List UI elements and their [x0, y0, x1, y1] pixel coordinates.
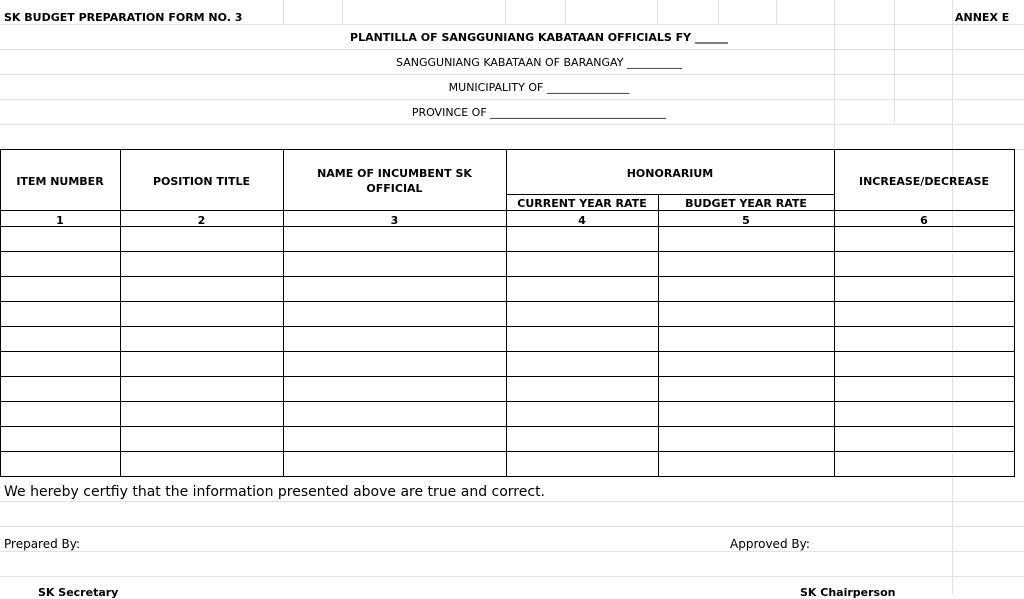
table-row-border [0, 476, 1015, 477]
gridline-col [718, 0, 719, 24]
col-number-1: 1 [56, 214, 64, 227]
table-row-border [0, 451, 1015, 452]
certification-text: We hereby certfiy that the information presented above are true and correct. [4, 484, 546, 500]
col-header-current-year-rate: CURRENT YEAR RATE [517, 197, 647, 210]
barangay-line: SANGGUNIANG KABATAAN OF BARANGAY __________ [396, 56, 682, 69]
col-number-4: 4 [578, 214, 586, 227]
table-row-border [0, 401, 1015, 402]
gridline-col [657, 0, 658, 24]
col-header-item-number: ITEM NUMBER [16, 175, 104, 188]
gridline-col [952, 476, 953, 595]
table-col-border [0, 149, 1, 477]
sk-chairperson-label: SK Chairperson [800, 586, 896, 599]
gridline-col [776, 0, 777, 24]
gridline-row [0, 99, 1024, 100]
gridline-col [283, 0, 284, 24]
gridline-row [0, 124, 1024, 125]
table-row-border [0, 351, 1015, 352]
col-number-3: 3 [390, 214, 399, 227]
gridline-row [0, 49, 1024, 50]
gridline-col [952, 0, 953, 476]
annex-label: ANNEX E [955, 11, 1010, 24]
table-col-border [283, 149, 284, 477]
table-row-border [0, 276, 1015, 277]
col-number-6: 6 [920, 214, 928, 227]
col-number-2: 2 [197, 214, 206, 227]
gridline-row [0, 24, 1024, 25]
col-header-incumbent-line2: OFFICIAL [366, 182, 423, 195]
prepared-by-label: Prepared By: [4, 537, 81, 551]
table-row-border [0, 426, 1015, 427]
table-row-border [0, 301, 1015, 302]
col-header-budget-year-rate: BUDGET YEAR RATE [685, 197, 807, 210]
sk-secretary-label: SK Secretary [38, 586, 119, 599]
col-header-increase-decrease: INCREASE/DECREASE [859, 175, 989, 188]
table-row-border [0, 376, 1015, 377]
gridline-col [565, 0, 566, 24]
gridline-row [0, 501, 1024, 502]
table-row-border [0, 210, 1015, 211]
col-header-incumbent-line1: NAME OF INCUMBENT SK [317, 167, 472, 180]
gridline-row [0, 526, 1024, 527]
table-row-border [0, 149, 1015, 150]
gridline-row [0, 551, 1024, 552]
table-row-border [0, 251, 1015, 252]
col-number-5: 5 [742, 214, 750, 227]
gridline-col [505, 0, 506, 24]
municipality-line: MUNICIPALITY OF _______________ [448, 81, 630, 94]
table-row-border [0, 326, 1015, 327]
honorarium-divider [506, 194, 834, 195]
gridline-col [342, 0, 343, 24]
approved-by-label: Approved By: [730, 537, 810, 551]
form-number-label: SK BUDGET PREPARATION FORM NO. 3 [4, 11, 243, 24]
table-col-border [120, 149, 121, 477]
col-header-position-title: POSITION TITLE [152, 175, 251, 188]
page-title: PLANTILLA OF SANGGUNIANG KABATAAN OFFICIALS FY ______ [350, 31, 728, 44]
gridline-row [0, 576, 1024, 577]
gridline-col [834, 0, 835, 149]
table-col-border [1014, 149, 1015, 477]
gridline-row [0, 74, 1024, 75]
col-header-honorarium: HONORARIUM [626, 167, 714, 180]
province-line: PROVINCE OF ________________________________ [411, 106, 667, 119]
table-col-border [834, 149, 835, 477]
table-col-border [658, 194, 659, 477]
